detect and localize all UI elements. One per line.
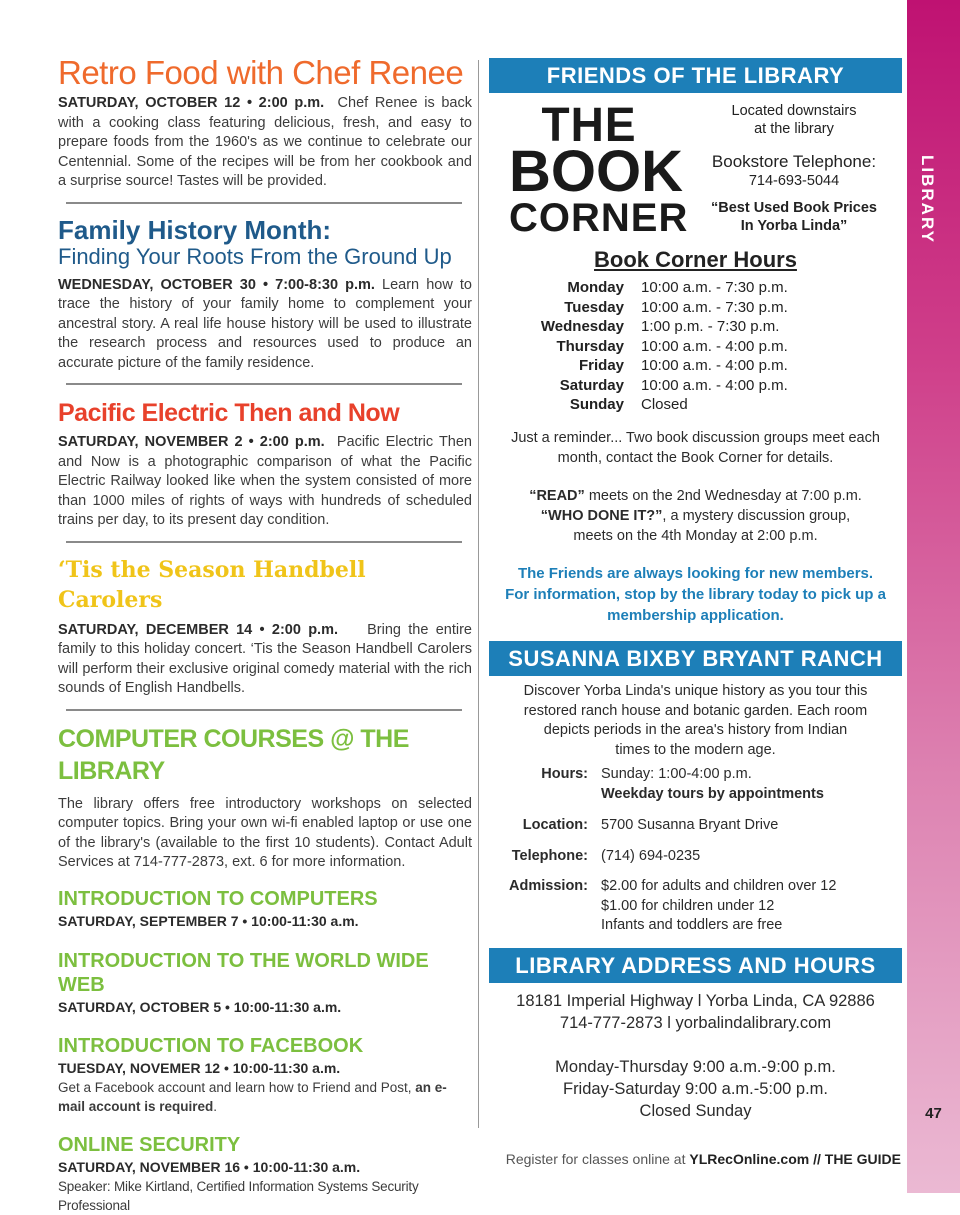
- hours-time: 10:00 a.m. - 4:00 p.m.: [641, 357, 788, 374]
- admission-line: $1.00 for children under 12: [601, 897, 775, 914]
- pacific-electric-title: Pacific Electric Then and Now: [58, 399, 400, 427]
- retro-food-title: Retro Food with Chef Renee: [58, 54, 464, 91]
- ranch-admission-value: [601, 877, 902, 936]
- ranch-location-label: Location:: [522, 817, 588, 833]
- handbell-section: [58, 555, 472, 699]
- library-hours: [489, 1056, 902, 1122]
- course-item: [58, 887, 472, 931]
- whodone-label: “WHO DONE IT?”: [540, 508, 663, 524]
- course-item: [58, 949, 472, 1017]
- ranch-telephone-label: Telephone:: [511, 848, 588, 864]
- ranch-desc-line: Discover Yorba Linda's unique history as you tour this: [523, 683, 868, 699]
- footer-site-link[interactable]: YLRecOnline.com: [689, 1151, 810, 1167]
- course-date: TUESDAY, NOVEMER 12 • 10:00-11:30 a.m.: [58, 1059, 341, 1076]
- library-banner: LIBRARY ADDRESS AND HOURS: [489, 948, 902, 983]
- column-divider: [478, 60, 479, 1128]
- ranch-desc-line: depicts periods in the area's history from Indian: [543, 722, 848, 738]
- whodone-text: meets on the 4th Monday at 2:00 p.m.: [573, 528, 818, 544]
- course-desc-bold: an e-mail account is required: [58, 1079, 447, 1114]
- handbell-title: ‘Tis the Season Handbell Carolers: [58, 556, 366, 613]
- hours-day: Friday: [578, 357, 624, 374]
- ranch-hours-text: Sunday: 1:00-4:00 p.m.: [601, 766, 752, 782]
- logo-line: CORNER: [509, 196, 689, 240]
- footer-text: Register for classes online at: [505, 1151, 686, 1167]
- ranch-location-value: 5700 Susanna Bryant Drive: [601, 817, 779, 833]
- tagline: “Best Used Book Prices: [710, 200, 877, 216]
- tagline: In Yorba Linda”: [740, 218, 848, 234]
- handbell-body: Bring the entire family to this holiday concert. ‘Tis the Season Handbell Carolers will perform their exclusive original comedy material with the rich sounds of English Handbells.: [58, 621, 472, 696]
- hours-time: 10:00 a.m. - 7:30 p.m.: [641, 298, 788, 316]
- reminder-line: Just a reminder... Two book discussion groups meet each: [511, 430, 880, 446]
- hours-row: [489, 337, 902, 357]
- hours-day: Tuesday: [564, 298, 624, 316]
- library-contact-line: 714-777-2873 l yorbalindalibrary.com: [559, 1014, 832, 1032]
- family-history-body: Learn how to trace the history of your family home to complement your ancestral story. A real life house history will be used to illustrate the research process and resources used to produce an accurate picture of the family residence.: [58, 276, 472, 371]
- divider: [66, 709, 462, 711]
- ranch-admission-row: [489, 877, 902, 936]
- footer-guide: THE GUIDE: [824, 1151, 901, 1167]
- course-date: SATURDAY, NOVEMBER 16 • 10:00-11:30 a.m.: [58, 1158, 361, 1175]
- hours-day: Sunday: [569, 396, 624, 413]
- discussion-groups: [489, 486, 902, 546]
- divider: [66, 541, 462, 543]
- ranch-hours-value: [601, 765, 902, 804]
- discussion-reminder: [489, 428, 902, 468]
- course-title: ONLINE SECURITY: [58, 1133, 241, 1156]
- library-address-line: 18181 Imperial Highway l Yorba Linda, CA 92886: [516, 992, 875, 1010]
- handbell-date: SATURDAY, DECEMBER 14 • 2:00 p.m.: [58, 621, 338, 638]
- friends-banner: FRIENDS OF THE LIBRARY: [489, 58, 902, 93]
- hours-day: Thursday: [556, 337, 624, 355]
- pacific-electric-date: SATURDAY, NOVEMBER 2 • 2:00 p.m.: [58, 434, 325, 450]
- pacific-electric-section: [58, 397, 472, 531]
- reminder-line: month, contact the Book Corner for details.: [557, 450, 834, 466]
- right-column: [489, 58, 902, 1120]
- course-desc-text: Get a Facebook account and learn how to Friend and Post,: [58, 1079, 412, 1095]
- retro-food-date: SATURDAY, OCTOBER 12 • 2:00 p.m.: [58, 95, 325, 111]
- divider: [66, 202, 462, 204]
- pacific-electric-text: [58, 433, 472, 531]
- family-history-title: Family History Month:: [58, 214, 332, 245]
- retro-food-section: [58, 52, 472, 192]
- hours-time: 10:00 a.m. - 4:00 p.m.: [641, 337, 788, 355]
- location-line: Located downstairs: [731, 103, 857, 119]
- bookstore-phone-label: Bookstore Telephone:: [711, 152, 877, 171]
- pacific-electric-body: Pacific Electric Then and Now is a photographic comparison of what the Pacific Electric Railway looked like when the system consisted of more than 1000 miles of rights of ways with hundreds of scheduled trains per day, to its present day condition.: [58, 434, 472, 528]
- location-line: at the library: [754, 121, 834, 137]
- read-group: [489, 486, 902, 506]
- whodone-text: , a mystery discussion group,: [662, 508, 851, 524]
- ranch-hours-note: Weekday tours by appointments: [601, 785, 824, 802]
- read-label: “READ”: [529, 488, 585, 504]
- hours-row: [489, 278, 902, 298]
- logo-line: BOOK: [509, 139, 683, 204]
- course-title: INTRODUCTION TO THE WORLD WIDE WEB: [58, 949, 429, 996]
- handbell-text: [58, 621, 472, 699]
- book-corner-hours-title: Book Corner Hours: [594, 247, 797, 272]
- hours-row: [489, 298, 902, 318]
- course-description: Speaker: Mike Kirtland, Certified Information Systems Security Professional: [58, 1178, 419, 1213]
- computer-courses-section: [58, 723, 472, 1215]
- page-footer: [480, 1151, 901, 1167]
- hours-row: [489, 356, 902, 376]
- divider: [66, 383, 462, 385]
- course-date: SATURDAY, SEPTEMBER 7 • 10:00-11:30 a.m.: [58, 912, 359, 929]
- admission-line: $2.00 for adults and children over 12: [601, 878, 837, 894]
- library-hours-line: Monday-Thursday 9:00 a.m.-9:00 p.m.: [555, 1058, 836, 1076]
- family-history-date: WEDNESDAY, OCTOBER 30 • 7:00-8:30 p.m.: [58, 276, 375, 293]
- hours-day: Saturday: [559, 376, 624, 394]
- logo-line: THE: [541, 96, 637, 152]
- course-item: [58, 1133, 472, 1215]
- ranch-description: [489, 682, 902, 760]
- ranch-desc-line: times to the modern age.: [615, 741, 776, 758]
- friends-msg-line: For information, stop by the library today to pick up a: [505, 586, 886, 603]
- computer-courses-text: The library offers free introductory workshops on selected computer topics. Bring your own wi-fi enabled laptop or use one of the library's (available to the first 10 students). Contact Adult Services at 714-777-2873, ext. 6 for more information.: [58, 795, 472, 870]
- course-title: INTRODUCTION TO COMPUTERS: [58, 887, 378, 910]
- footer-separator: //: [809, 1151, 825, 1167]
- read-text: meets on the 2nd Wednesday at 7:00 p.m.: [588, 488, 862, 504]
- family-history-text: [58, 276, 472, 374]
- friends-membership-message: [489, 563, 902, 626]
- left-column: [58, 52, 472, 1215]
- ranch-hours-label: Hours:: [541, 766, 588, 782]
- whodone-group: [489, 506, 902, 526]
- ranch-hours-row: [489, 765, 902, 804]
- admission-line: Infants and toddlers are free: [601, 917, 783, 933]
- friends-msg-line: membership application.: [607, 607, 784, 624]
- section-label: LIBRARY: [918, 155, 937, 244]
- page-number: 47: [925, 1105, 942, 1122]
- family-history-section: [58, 216, 472, 374]
- hours-day: Monday: [567, 279, 624, 296]
- family-history-subtitle: Finding Your Roots From the Ground Up: [58, 243, 452, 269]
- hours-row: [489, 376, 902, 396]
- ranch-location-row: [489, 816, 902, 836]
- course-description: [58, 1078, 472, 1116]
- retro-food-text: [58, 94, 472, 192]
- ranch-banner: SUSANNA BIXBY BRYANT RANCH: [489, 641, 902, 676]
- hours-row: [489, 317, 902, 337]
- course-date: SATURDAY, OCTOBER 5 • 10:00-11:30 a.m.: [58, 998, 342, 1015]
- ranch-desc-line: restored ranch house and botanic garden. Each room: [523, 702, 868, 719]
- library-address: [489, 990, 902, 1034]
- computer-courses-title: COMPUTER COURSES @ THE LIBRARY: [58, 724, 409, 785]
- hours-time: Closed: [641, 396, 688, 413]
- course-item: [58, 1034, 472, 1116]
- bookstore-phone: 714-693-5044: [748, 173, 840, 189]
- course-desc-end: .: [213, 1098, 218, 1114]
- ranch-admission-label: Admission:: [509, 878, 588, 894]
- hours-time: 10:00 a.m. - 7:30 p.m.: [641, 279, 788, 296]
- hours-day: Wednesday: [540, 318, 624, 335]
- course-title: INTRODUCTION TO FACEBOOK: [58, 1034, 364, 1057]
- hours-time: 10:00 a.m. - 4:00 p.m.: [641, 376, 788, 394]
- book-corner-logo: [509, 96, 689, 240]
- library-hours-line: Closed Sunday: [639, 1102, 752, 1120]
- book-corner-info: [689, 102, 899, 235]
- book-corner-hours-table: [489, 278, 902, 415]
- hours-row: [489, 395, 902, 415]
- ranch-telephone-value: (714) 694-0235: [601, 848, 701, 864]
- retro-food-body: Chef Renee is back with a cooking class featuring delicious, fresh, and easy to prepare foods from the 1960's as we continue to celebrate our Centennial. Some of the recipes will be from her cookbook and a surprise source! Tastes will be provided.: [58, 95, 472, 189]
- friends-msg-line: The Friends are always looking for new members.: [517, 565, 874, 582]
- hours-time: 1:00 p.m. - 7:30 p.m.: [641, 318, 780, 335]
- library-hours-line: Friday-Saturday 9:00 a.m.-5:00 p.m.: [562, 1080, 829, 1098]
- ranch-telephone-row: [489, 847, 902, 867]
